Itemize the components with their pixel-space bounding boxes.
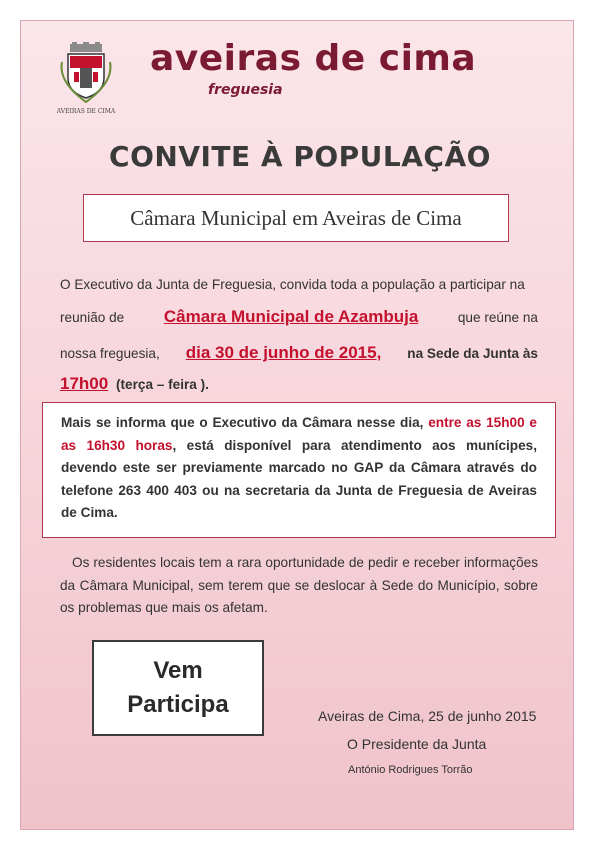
meeting-date: dia 30 de junho de 2015, bbox=[185, 343, 382, 362]
place-date: Aveiras de Cima, 25 de junho 2015 bbox=[318, 708, 537, 724]
intro-line-3 bbox=[60, 344, 538, 361]
crest-caption: AVEIRAS DE CIMA bbox=[56, 108, 116, 115]
intro-text: que reúne na bbox=[457, 310, 538, 325]
call-to-action-box bbox=[92, 640, 264, 736]
intro-line-4 bbox=[60, 375, 209, 392]
closing-text: Os residentes locais tem a rara oportunidade de pedir e receber informações da Câmara Municipal, sem terem que se deslocar à Sede do Município, sobre os problemas que mais os afetam. bbox=[60, 555, 538, 615]
intro-text: reunião de bbox=[60, 310, 125, 325]
attendance-hours: entre as 15h00 e as 16h30 horas bbox=[61, 415, 537, 453]
info-text: , está disponível para atendimento aos munícipes, devendo este ser previamente marcado no GAP da Câmara através do telefone 263 400 403 ou na secretaria da Junta de Freguesia de Aveiras de Cima. bbox=[61, 437, 537, 520]
call-to-action-line-2: Participa bbox=[127, 691, 229, 718]
brand-name: aveiras de cima bbox=[150, 38, 477, 79]
meeting-time: 17h00 bbox=[60, 374, 109, 393]
subtitle-text: Câmara Municipal em Aveiras de Cima bbox=[130, 205, 462, 230]
meeting-location: na Sede da Junta às bbox=[407, 346, 538, 361]
intro-line-2 bbox=[60, 308, 538, 325]
signatory-name: António Rodrigues Torrão bbox=[348, 764, 473, 776]
subtitle-box bbox=[83, 194, 509, 242]
meeting-weekday: (terça – feira ). bbox=[115, 377, 209, 392]
page-title: CONVITE À POPULAÇÃO bbox=[109, 140, 491, 173]
signatory-role: O Presidente da Junta bbox=[347, 736, 487, 752]
brand-subtitle: freguesia bbox=[208, 82, 283, 98]
intro-text: nossa freguesia, bbox=[60, 346, 160, 361]
closing-paragraph bbox=[60, 552, 538, 620]
info-box bbox=[42, 402, 556, 538]
coat-of-arms-icon bbox=[56, 42, 116, 106]
info-text: Mais se informa que o Executivo da Câmara nesse dia, bbox=[61, 415, 424, 430]
call-to-action-line-1: Vem bbox=[153, 657, 203, 684]
municipal-council-name: Câmara Municipal de Azambuja bbox=[163, 307, 419, 326]
intro-line-1: O Executivo da Junta de Freguesia, convida toda a população a participar na bbox=[60, 277, 525, 292]
